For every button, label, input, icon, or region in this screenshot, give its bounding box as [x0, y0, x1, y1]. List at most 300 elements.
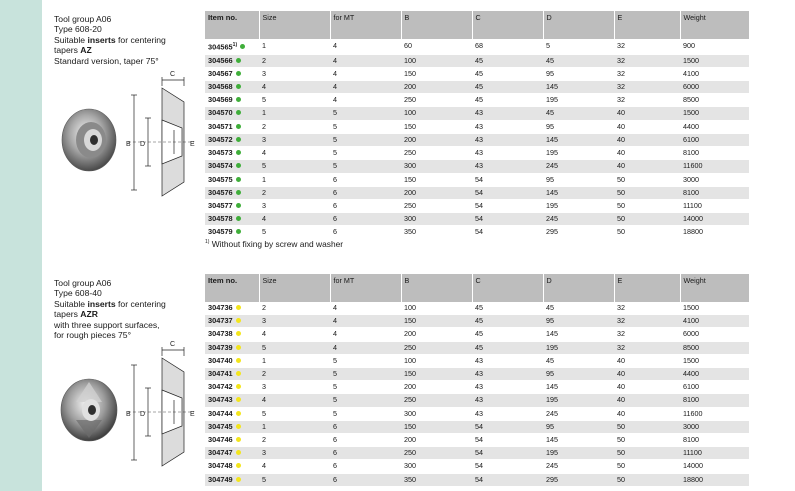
item-number: 304572 — [208, 134, 233, 144]
yellow-dot-icon — [236, 384, 241, 389]
cell-item-no — [205, 447, 259, 460]
cell-item-no — [205, 67, 259, 80]
item-number: 304574 — [208, 161, 233, 171]
section1-spec-table — [205, 11, 750, 240]
cell-size: 4 — [259, 328, 330, 341]
yellow-dot-icon — [236, 411, 241, 416]
section1-dim-c-label: C — [170, 71, 176, 78]
cell-b: 200 — [401, 133, 472, 146]
cell-b: 300 — [401, 213, 472, 226]
cell-weight: 900 — [680, 39, 749, 54]
cell-e: 40 — [614, 394, 680, 407]
cell-for-mt: 5 — [330, 354, 401, 367]
cell-size: 5 — [259, 226, 330, 239]
cell-weight: 14000 — [680, 460, 749, 473]
cell-b: 60 — [401, 39, 472, 54]
cell-e: 32 — [614, 315, 680, 328]
item-number: 304579 — [208, 227, 233, 237]
cell-c: 43 — [472, 394, 543, 407]
cell-for-mt: 5 — [330, 407, 401, 420]
cell-item-no — [205, 434, 259, 447]
item-number: 304573 — [208, 148, 233, 158]
section1-suitable-line: Suitable inserts for centering — [54, 34, 166, 45]
section2-spec-table — [205, 274, 750, 487]
cell-weight: 8100 — [680, 147, 749, 160]
cell-d: 195 — [543, 147, 614, 160]
section2-dim-e-label: E — [190, 411, 195, 418]
cell-for-mt: 5 — [330, 133, 401, 146]
cell-for-mt: 6 — [330, 434, 401, 447]
table-row — [205, 354, 749, 367]
cell-e: 32 — [614, 302, 680, 315]
cell-weight: 1500 — [680, 54, 749, 67]
item-number: 304578 — [208, 214, 233, 224]
yellow-dot-icon — [236, 397, 241, 402]
cell-b: 300 — [401, 407, 472, 420]
cell-b: 150 — [401, 420, 472, 433]
cell-c: 54 — [472, 199, 543, 212]
cell-e: 32 — [614, 54, 680, 67]
cell-b: 100 — [401, 54, 472, 67]
green-dot-icon — [236, 150, 241, 155]
cell-c: 43 — [472, 133, 543, 146]
cell-b: 100 — [401, 107, 472, 120]
cell-size: 3 — [259, 315, 330, 328]
item-number: 304747 — [208, 448, 233, 458]
item-number: 304741 — [208, 369, 233, 379]
cell-d: 5 — [543, 39, 614, 54]
cell-for-mt: 6 — [330, 173, 401, 186]
cell-c: 45 — [472, 315, 543, 328]
cell-weight: 11100 — [680, 199, 749, 212]
cell-size: 1 — [259, 107, 330, 120]
table-row — [205, 94, 749, 107]
cell-c: 54 — [472, 420, 543, 433]
cell-for-mt: 6 — [330, 226, 401, 239]
cell-d: 145 — [543, 381, 614, 394]
cell-d: 45 — [543, 354, 614, 367]
cell-b: 350 — [401, 473, 472, 486]
item-number: 304567 — [208, 68, 233, 78]
header-d: D — [543, 11, 614, 39]
cell-weight: 11600 — [680, 160, 749, 173]
cell-b: 100 — [401, 354, 472, 367]
table-row — [205, 107, 749, 120]
cell-b: 250 — [401, 94, 472, 107]
cell-d: 195 — [543, 199, 614, 212]
cell-item-no — [205, 368, 259, 381]
cell-item-no — [205, 354, 259, 367]
cell-d: 95 — [543, 173, 614, 186]
table-row — [205, 302, 749, 315]
cell-item-no — [205, 460, 259, 473]
cell-e: 40 — [614, 407, 680, 420]
cell-for-mt: 4 — [330, 67, 401, 80]
header-c: C — [472, 274, 543, 302]
cell-e: 50 — [614, 420, 680, 433]
cell-weight: 1500 — [680, 354, 749, 367]
item-number: 304744 — [208, 408, 233, 418]
cell-e: 40 — [614, 160, 680, 173]
cell-size: 4 — [259, 213, 330, 226]
cell-e: 40 — [614, 107, 680, 120]
cell-item-no — [205, 226, 259, 239]
header-weight: Weight — [680, 11, 749, 39]
item-number: 304566 — [208, 55, 233, 65]
yellow-dot-icon — [236, 424, 241, 429]
cell-e: 50 — [614, 213, 680, 226]
cell-for-mt: 4 — [330, 341, 401, 354]
cell-d: 145 — [543, 81, 614, 94]
table-row — [205, 213, 749, 226]
cell-item-no — [205, 54, 259, 67]
item-number: 304743 — [208, 395, 233, 405]
table-row — [205, 133, 749, 146]
cell-item-no — [205, 173, 259, 186]
cell-item-no — [205, 213, 259, 226]
cell-size: 2 — [259, 186, 330, 199]
cell-size: 1 — [259, 420, 330, 433]
cell-c: 45 — [472, 67, 543, 80]
cell-weight: 3000 — [680, 173, 749, 186]
cell-for-mt: 6 — [330, 199, 401, 212]
item-number: 304577 — [208, 200, 233, 210]
cell-e: 40 — [614, 120, 680, 133]
cell-for-mt: 5 — [330, 394, 401, 407]
cell-for-mt: 6 — [330, 420, 401, 433]
cell-for-mt: 6 — [330, 473, 401, 486]
cell-e: 50 — [614, 226, 680, 239]
cell-c: 54 — [472, 460, 543, 473]
section1-insert-drawing — [54, 70, 204, 200]
cell-b: 250 — [401, 394, 472, 407]
cell-item-no — [205, 473, 259, 486]
cell-c: 43 — [472, 407, 543, 420]
cell-d: 95 — [543, 120, 614, 133]
cell-b: 250 — [401, 341, 472, 354]
cell-weight: 6000 — [680, 81, 749, 94]
section2-technical-drawing — [128, 347, 194, 466]
item-number: 304570 — [208, 108, 233, 118]
table-row — [205, 473, 749, 486]
cell-for-mt: 5 — [330, 107, 401, 120]
item-number: 304575 — [208, 174, 233, 184]
cell-e: 40 — [614, 147, 680, 160]
header-e: E — [614, 274, 680, 302]
cell-d: 95 — [543, 67, 614, 80]
green-dot-icon — [236, 124, 241, 129]
yellow-dot-icon — [236, 477, 241, 482]
section1-insert-photo — [62, 109, 116, 171]
yellow-dot-icon — [236, 305, 241, 310]
header-e: E — [614, 11, 680, 39]
green-dot-icon — [236, 137, 241, 142]
cell-for-mt: 5 — [330, 381, 401, 394]
cell-weight: 18800 — [680, 473, 749, 486]
cell-weight: 8100 — [680, 434, 749, 447]
table-row — [205, 460, 749, 473]
cell-b: 200 — [401, 81, 472, 94]
cell-size: 2 — [259, 434, 330, 447]
table-row — [205, 186, 749, 199]
cell-d: 195 — [543, 341, 614, 354]
cell-c: 43 — [472, 368, 543, 381]
table-row — [205, 147, 749, 160]
cell-item-no — [205, 381, 259, 394]
yellow-dot-icon — [236, 331, 241, 336]
cell-weight: 8100 — [680, 394, 749, 407]
green-dot-icon — [236, 71, 241, 76]
section2-description — [54, 278, 202, 340]
cell-d: 245 — [543, 160, 614, 173]
table-row — [205, 368, 749, 381]
cell-b: 300 — [401, 160, 472, 173]
cell-size: 3 — [259, 447, 330, 460]
cell-b: 250 — [401, 147, 472, 160]
cell-size: 4 — [259, 460, 330, 473]
table-row — [205, 226, 749, 239]
cell-b: 250 — [401, 199, 472, 212]
section2-tool-group: Tool group A06 — [54, 278, 112, 288]
cell-e: 32 — [614, 39, 680, 54]
item-number: 304737 — [208, 316, 233, 326]
table-row — [205, 160, 749, 173]
cell-item-no — [205, 39, 259, 54]
header-size: Size — [259, 11, 330, 39]
cell-for-mt: 6 — [330, 447, 401, 460]
cell-size: 5 — [259, 341, 330, 354]
cell-item-no — [205, 199, 259, 212]
cell-weight: 1500 — [680, 107, 749, 120]
cell-item-no — [205, 302, 259, 315]
section2-dim-d-label: D — [140, 411, 146, 418]
item-number: 304565 — [208, 42, 233, 52]
cell-d: 45 — [543, 107, 614, 120]
header-for-mt: for MT — [330, 274, 401, 302]
cell-c: 45 — [472, 54, 543, 67]
cell-b: 150 — [401, 67, 472, 80]
section2-version: with three support surfaces, — [54, 319, 160, 330]
header-item-no: Item no. — [205, 274, 259, 302]
cell-d: 145 — [543, 434, 614, 447]
green-dot-icon — [236, 203, 241, 208]
table-row — [205, 420, 749, 433]
section2-tapers-line: tapers AZR — [54, 309, 98, 320]
cell-weight: 11100 — [680, 447, 749, 460]
cell-c: 54 — [472, 434, 543, 447]
section1-dim-e-label: E — [190, 141, 195, 148]
cell-for-mt: 4 — [330, 39, 401, 54]
cell-d: 295 — [543, 226, 614, 239]
cell-d: 195 — [543, 447, 614, 460]
yellow-dot-icon — [236, 450, 241, 455]
item-number: 304569 — [208, 95, 233, 105]
cell-e: 32 — [614, 67, 680, 80]
cell-item-no — [205, 107, 259, 120]
item-number: 304749 — [208, 474, 233, 484]
green-dot-icon — [236, 97, 241, 102]
header-d: D — [543, 274, 614, 302]
item-number: 304746 — [208, 435, 233, 445]
green-dot-icon — [236, 177, 241, 182]
cell-d: 245 — [543, 407, 614, 420]
cell-d: 145 — [543, 328, 614, 341]
cell-b: 150 — [401, 368, 472, 381]
cell-c: 43 — [472, 107, 543, 120]
cell-d: 45 — [543, 54, 614, 67]
cell-c: 43 — [472, 381, 543, 394]
green-dot-icon — [236, 163, 241, 168]
cell-c: 54 — [472, 226, 543, 239]
green-dot-icon — [236, 216, 241, 221]
cell-weight: 6000 — [680, 328, 749, 341]
cell-c: 45 — [472, 328, 543, 341]
cell-size: 2 — [259, 54, 330, 67]
cell-size: 5 — [259, 160, 330, 173]
cell-e: 50 — [614, 199, 680, 212]
cell-c: 45 — [472, 341, 543, 354]
cell-size: 5 — [259, 94, 330, 107]
left-color-stripe — [0, 0, 42, 491]
cell-e: 50 — [614, 186, 680, 199]
cell-c: 43 — [472, 354, 543, 367]
yellow-dot-icon — [236, 371, 241, 376]
cell-item-no — [205, 120, 259, 133]
cell-e: 50 — [614, 473, 680, 486]
table-row — [205, 341, 749, 354]
section1-tapers-line: tapers AZ — [54, 45, 92, 56]
item-number: 304576 — [208, 187, 233, 197]
cell-d: 95 — [543, 368, 614, 381]
cell-for-mt: 5 — [330, 368, 401, 381]
cell-c: 43 — [472, 120, 543, 133]
cell-size: 2 — [259, 302, 330, 315]
cell-weight: 11600 — [680, 407, 749, 420]
cell-weight: 8500 — [680, 341, 749, 354]
cell-d: 195 — [543, 94, 614, 107]
cell-size: 2 — [259, 120, 330, 133]
cell-item-no — [205, 407, 259, 420]
cell-b: 350 — [401, 226, 472, 239]
cell-b: 150 — [401, 315, 472, 328]
section2-type: Type 608-40 — [54, 288, 102, 299]
green-dot-icon — [236, 110, 241, 115]
item-number: 304738 — [208, 329, 233, 339]
yellow-dot-icon — [236, 345, 241, 350]
table-row — [205, 54, 749, 67]
cell-d: 245 — [543, 460, 614, 473]
cell-e: 50 — [614, 173, 680, 186]
cell-d: 45 — [543, 302, 614, 315]
cell-weight: 18800 — [680, 226, 749, 239]
table-row — [205, 407, 749, 420]
cell-item-no — [205, 341, 259, 354]
table-row — [205, 381, 749, 394]
cell-size: 5 — [259, 473, 330, 486]
cell-for-mt: 4 — [330, 94, 401, 107]
section2-insert-photo — [61, 379, 117, 441]
yellow-dot-icon — [236, 437, 241, 442]
cell-c: 43 — [472, 147, 543, 160]
cell-for-mt: 5 — [330, 120, 401, 133]
cell-size: 5 — [259, 407, 330, 420]
header-for-mt: for MT — [330, 11, 401, 39]
item-number: 304748 — [208, 461, 233, 471]
cell-size: 1 — [259, 354, 330, 367]
cell-e: 50 — [614, 447, 680, 460]
cell-for-mt: 4 — [330, 302, 401, 315]
section1-dim-d-label: D — [140, 141, 146, 148]
cell-weight: 3000 — [680, 420, 749, 433]
cell-b: 200 — [401, 381, 472, 394]
cell-e: 40 — [614, 381, 680, 394]
cell-size: 4 — [259, 394, 330, 407]
cell-b: 200 — [401, 186, 472, 199]
item-number: 304736 — [208, 303, 233, 312]
cell-for-mt: 5 — [330, 147, 401, 160]
green-dot-icon — [236, 229, 241, 234]
cell-weight: 14000 — [680, 213, 749, 226]
table-row — [205, 434, 749, 447]
green-dot-icon — [236, 190, 241, 195]
footnote-marker: 1) — [232, 42, 238, 48]
cell-e: 32 — [614, 81, 680, 94]
cell-item-no — [205, 186, 259, 199]
cell-size: 3 — [259, 381, 330, 394]
cell-b: 150 — [401, 173, 472, 186]
section1-tool-group: Tool group A06 — [54, 14, 112, 24]
cell-c: 68 — [472, 39, 543, 54]
table-row — [205, 328, 749, 341]
cell-weight: 4100 — [680, 67, 749, 80]
section1-version: Standard version, taper 75° — [54, 55, 159, 66]
cell-weight: 1500 — [680, 302, 749, 315]
yellow-dot-icon — [236, 358, 241, 363]
cell-weight: 8500 — [680, 94, 749, 107]
table-row — [205, 81, 749, 94]
header-c: C — [472, 11, 543, 39]
section2-dim-c-label: C — [170, 341, 176, 348]
cell-for-mt: 4 — [330, 81, 401, 94]
cell-d: 145 — [543, 133, 614, 146]
cell-item-no — [205, 147, 259, 160]
cell-c: 54 — [472, 447, 543, 460]
section1-footnote: $^{1)}$ Without fixing by screw and washer — [205, 239, 344, 249]
cell-for-mt: 4 — [330, 315, 401, 328]
cell-d: 295 — [543, 473, 614, 486]
item-number: 304740 — [208, 355, 233, 365]
cell-d: 95 — [543, 420, 614, 433]
cell-d: 195 — [543, 394, 614, 407]
item-number: 304742 — [208, 382, 233, 392]
item-number: 304571 — [208, 121, 233, 131]
cell-b: 250 — [401, 447, 472, 460]
cell-size: 4 — [259, 81, 330, 94]
cell-item-no — [205, 394, 259, 407]
cell-c: 45 — [472, 302, 543, 315]
cell-e: 50 — [614, 460, 680, 473]
cell-for-mt: 4 — [330, 328, 401, 341]
cell-size: 3 — [259, 133, 330, 146]
cell-for-mt: 6 — [330, 213, 401, 226]
cell-size: 1 — [259, 39, 330, 54]
cell-for-mt: 4 — [330, 54, 401, 67]
table-row — [205, 447, 749, 460]
table-row — [205, 315, 749, 328]
cell-weight: 4400 — [680, 120, 749, 133]
table-row — [205, 394, 749, 407]
cell-item-no — [205, 94, 259, 107]
